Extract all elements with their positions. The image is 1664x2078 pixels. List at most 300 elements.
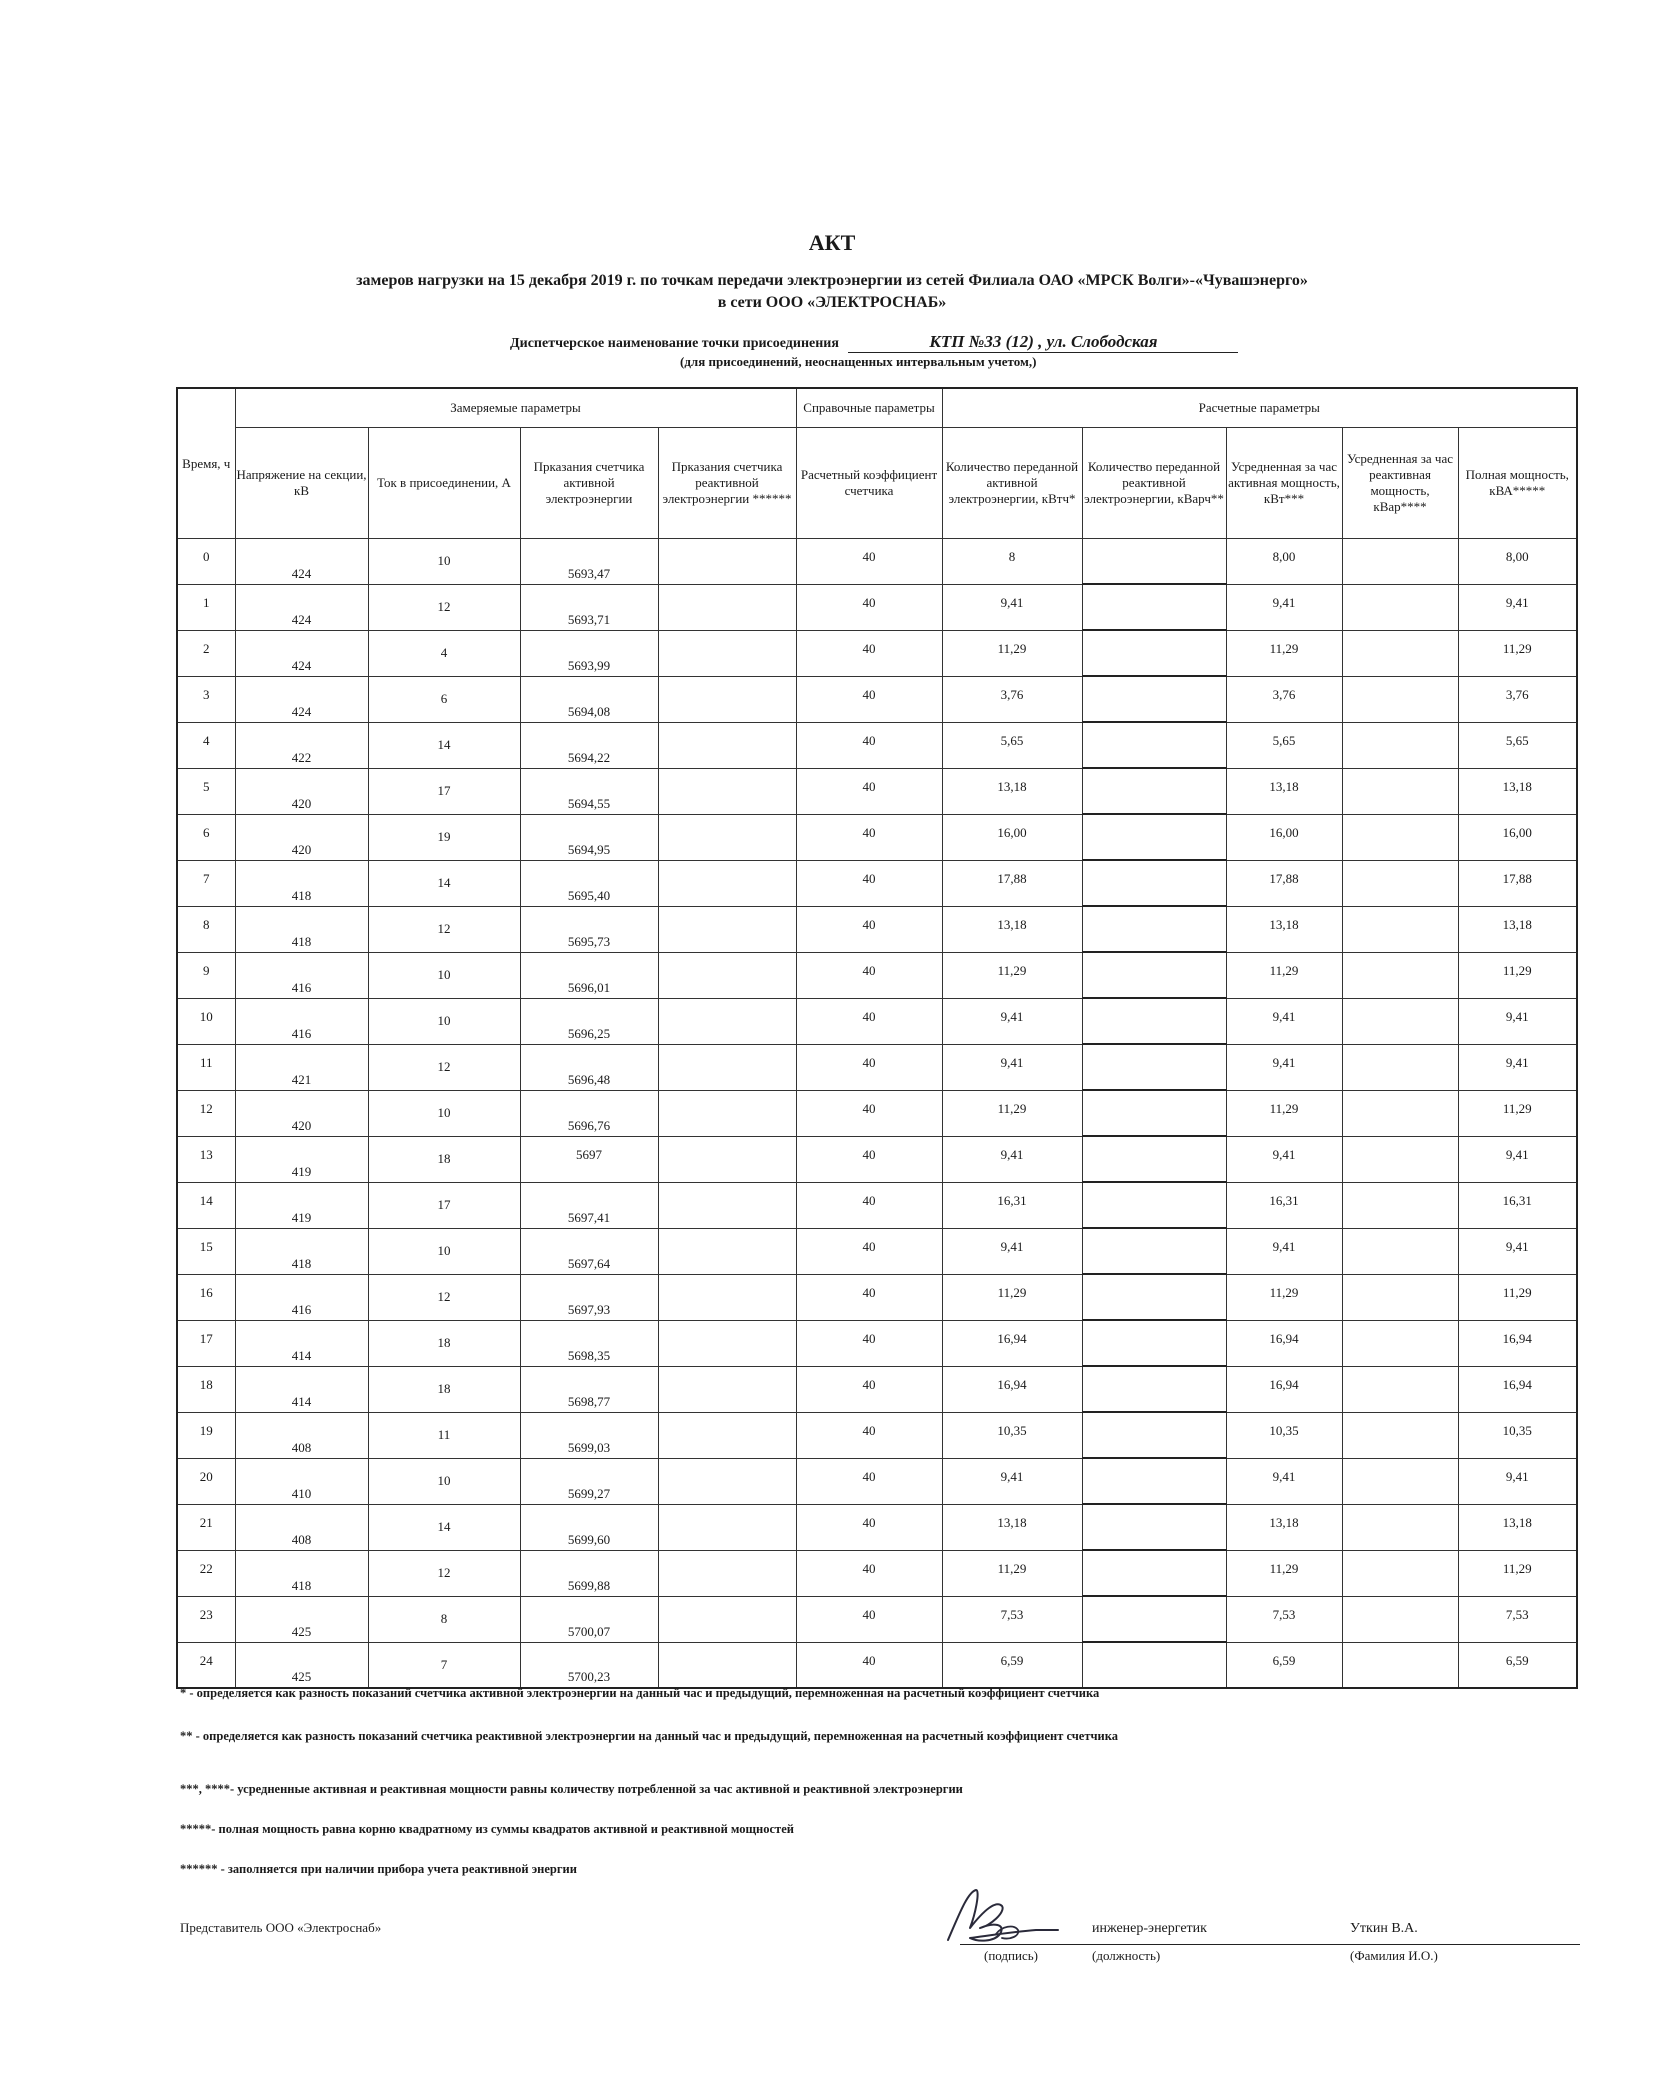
table-row bbox=[177, 1642, 1577, 1688]
cell-coefficient-value: 40 bbox=[862, 1146, 876, 1162]
table-row bbox=[177, 952, 1577, 998]
cell-hour-value: 23 bbox=[199, 1606, 213, 1622]
caption-sign: (подпись) bbox=[984, 1948, 1038, 1963]
cell-coefficient-value: 40 bbox=[862, 640, 876, 656]
cell-reactive-energy bbox=[1082, 722, 1226, 768]
cell-avg-reactive bbox=[1342, 1182, 1458, 1228]
cell-avg-active bbox=[1226, 584, 1342, 630]
cell-reactive-energy bbox=[1082, 630, 1226, 676]
cell-coefficient-value: 40 bbox=[862, 1192, 876, 1208]
cell-avg-active-value: 9,41 bbox=[1272, 1146, 1296, 1162]
cell-hour bbox=[177, 630, 235, 676]
table-row bbox=[177, 539, 1577, 585]
footnote-2: ** - определяется как разность показаний счетчика реактивной электроэнергии на данный час и предыдущий, перемноженная на расчетный коэффициент счетчика bbox=[180, 1729, 1119, 1743]
cell-active-energy bbox=[942, 630, 1082, 676]
cell-avg-active bbox=[1226, 1366, 1342, 1412]
cell-current bbox=[368, 539, 520, 585]
cell-coefficient-value: 40 bbox=[862, 1468, 876, 1484]
cell-avg-active-value: 9,41 bbox=[1272, 1468, 1296, 1484]
cell-full-power-value: 9,41 bbox=[1505, 1008, 1529, 1024]
cell-avg-active bbox=[1226, 1550, 1342, 1596]
cell-active-meter bbox=[520, 1044, 658, 1090]
cell-voltage-value: 416 bbox=[291, 1025, 312, 1041]
cell-current-value: 8 bbox=[440, 1610, 448, 1626]
table-row bbox=[177, 1504, 1577, 1550]
cell-current bbox=[368, 1320, 520, 1366]
cell-active-energy bbox=[942, 1596, 1082, 1642]
cell-reactive-meter bbox=[658, 998, 796, 1044]
cell-active-meter bbox=[520, 722, 658, 768]
cell-coefficient bbox=[796, 1320, 942, 1366]
document-subtitle bbox=[0, 270, 1664, 314]
subtitle-line-1: замеров нагрузки на 15 декабря 2019 г. по точкам передачи электроэнергии из сетей Филиала ОАО «МРСК Волги»-«Чувашэнерго» bbox=[356, 272, 1308, 289]
cell-avg-active bbox=[1226, 998, 1342, 1044]
cell-active-meter bbox=[520, 1596, 658, 1642]
cell-active-energy-value: 16,94 bbox=[997, 1330, 1027, 1346]
table-row bbox=[177, 630, 1577, 676]
cell-active-energy bbox=[942, 860, 1082, 906]
cell-voltage-value: 420 bbox=[291, 795, 312, 811]
cell-current bbox=[368, 676, 520, 722]
cell-active-meter-value: 5697,93 bbox=[567, 1301, 611, 1317]
caption-name: (Фамилия И.О.) bbox=[1350, 1948, 1438, 1963]
cell-voltage-value: 424 bbox=[291, 657, 312, 673]
dispatch-label: Диспетчерское наименование точки присоединения bbox=[510, 336, 839, 351]
cell-full-power-value: 11,29 bbox=[1502, 1560, 1532, 1576]
cell-avg-reactive bbox=[1342, 814, 1458, 860]
cell-current-value: 10 bbox=[437, 553, 451, 568]
cell-current-value: 12 bbox=[437, 1058, 451, 1074]
col-current: Ток в присоединении, А bbox=[368, 428, 520, 539]
cell-active-meter bbox=[520, 1550, 658, 1596]
cell-full-power-value: 11,29 bbox=[1502, 1100, 1532, 1116]
cell-avg-active-value: 11,29 bbox=[1269, 1284, 1299, 1300]
cell-full-power bbox=[1458, 539, 1577, 585]
cell-avg-active bbox=[1226, 1320, 1342, 1366]
cell-active-energy-value: 11,29 bbox=[997, 1100, 1027, 1116]
cell-active-meter bbox=[520, 814, 658, 860]
cell-full-power bbox=[1458, 1504, 1577, 1550]
cell-avg-reactive bbox=[1342, 1136, 1458, 1182]
cell-avg-reactive bbox=[1342, 1642, 1458, 1688]
cell-active-meter-value: 5694,08 bbox=[567, 703, 611, 719]
cell-avg-active bbox=[1226, 1044, 1342, 1090]
cell-hour bbox=[177, 814, 235, 860]
cell-voltage-value: 418 bbox=[291, 1255, 312, 1271]
cell-full-power-value: 9,41 bbox=[1505, 1238, 1529, 1254]
cell-active-meter-value: 5699,27 bbox=[567, 1485, 611, 1501]
cell-avg-reactive bbox=[1342, 1320, 1458, 1366]
table-row bbox=[177, 1090, 1577, 1136]
cell-full-power bbox=[1458, 1458, 1577, 1504]
cell-reactive-meter bbox=[658, 1458, 796, 1504]
cell-active-energy bbox=[942, 1274, 1082, 1320]
cell-avg-active bbox=[1226, 860, 1342, 906]
cell-coefficient-value: 40 bbox=[862, 824, 876, 840]
cell-active-energy-value: 9,41 bbox=[1000, 1008, 1024, 1024]
cell-reactive-meter bbox=[658, 1182, 796, 1228]
col-reactive-energy: Количество переданной реактивной электроэнергии, кВарч** bbox=[1082, 428, 1226, 539]
cell-voltage bbox=[235, 584, 368, 630]
cell-coefficient bbox=[796, 1044, 942, 1090]
cell-hour bbox=[177, 768, 235, 814]
cell-reactive-meter bbox=[658, 539, 796, 585]
cell-full-power-value: 9,41 bbox=[1505, 594, 1529, 610]
cell-active-energy-value: 11,29 bbox=[997, 962, 1027, 978]
cell-hour bbox=[177, 1090, 235, 1136]
cell-coefficient bbox=[796, 1274, 942, 1320]
cell-voltage bbox=[235, 1504, 368, 1550]
cell-voltage-value: 418 bbox=[291, 933, 312, 949]
cell-avg-active-value: 17,88 bbox=[1269, 870, 1299, 886]
cell-active-energy bbox=[942, 1550, 1082, 1596]
cell-hour bbox=[177, 1228, 235, 1274]
cell-voltage-value: 424 bbox=[291, 611, 312, 627]
cell-current-value: 10 bbox=[437, 1104, 451, 1120]
cell-avg-active bbox=[1226, 676, 1342, 722]
cell-active-meter bbox=[520, 584, 658, 630]
cell-current-value: 17 bbox=[437, 1196, 451, 1212]
cell-reactive-energy bbox=[1082, 1642, 1226, 1688]
subtitle-line-2: в сети ООО «ЭЛЕКТРОСНАБ» bbox=[717, 294, 947, 311]
cell-full-power bbox=[1458, 1044, 1577, 1090]
cell-hour-value: 14 bbox=[199, 1192, 213, 1208]
cell-voltage bbox=[235, 860, 368, 906]
cell-active-meter bbox=[520, 998, 658, 1044]
cell-coefficient bbox=[796, 1642, 942, 1688]
cell-hour bbox=[177, 584, 235, 630]
cell-active-meter bbox=[520, 630, 658, 676]
cell-avg-reactive bbox=[1342, 1504, 1458, 1550]
cell-active-energy bbox=[942, 584, 1082, 630]
cell-hour-value: 8 bbox=[203, 916, 210, 932]
cell-coefficient-value: 40 bbox=[862, 778, 876, 794]
cell-active-meter-value: 5699,03 bbox=[567, 1439, 611, 1455]
cell-avg-active-value: 16,00 bbox=[1269, 824, 1299, 840]
cell-current bbox=[368, 1274, 520, 1320]
table-row bbox=[177, 1136, 1577, 1182]
cell-voltage bbox=[235, 1642, 368, 1688]
cell-active-meter-value: 5696,01 bbox=[567, 979, 611, 995]
cell-hour bbox=[177, 998, 235, 1044]
cell-active-energy-value: 16,31 bbox=[997, 1192, 1027, 1208]
cell-hour-value: 7 bbox=[203, 870, 210, 886]
cell-active-meter-value: 5695,40 bbox=[567, 887, 611, 903]
cell-avg-reactive bbox=[1342, 584, 1458, 630]
cell-avg-reactive bbox=[1342, 630, 1458, 676]
cell-active-meter bbox=[520, 676, 658, 722]
cell-current bbox=[368, 1596, 520, 1642]
cell-full-power bbox=[1458, 814, 1577, 860]
cell-voltage-value: 419 bbox=[291, 1209, 312, 1225]
cell-avg-active bbox=[1226, 1090, 1342, 1136]
table-row bbox=[177, 768, 1577, 814]
cell-active-meter bbox=[520, 1228, 658, 1274]
cell-active-meter bbox=[520, 1412, 658, 1458]
cell-hour-value: 12 bbox=[199, 1100, 213, 1116]
cell-coefficient-value: 40 bbox=[862, 594, 876, 610]
cell-active-energy-value: 8 bbox=[1008, 549, 1016, 564]
cell-reactive-meter bbox=[658, 722, 796, 768]
cell-coefficient bbox=[796, 676, 942, 722]
cell-active-energy-value: 16,94 bbox=[997, 1376, 1027, 1392]
cell-full-power bbox=[1458, 1090, 1577, 1136]
cell-avg-active-value: 11,29 bbox=[1269, 1560, 1299, 1576]
cell-avg-reactive bbox=[1342, 1044, 1458, 1090]
cell-active-meter bbox=[520, 1642, 658, 1688]
cell-active-meter-value: 5696,76 bbox=[567, 1117, 611, 1133]
cell-avg-active-value: 3,76 bbox=[1272, 686, 1296, 702]
cell-avg-active-value: 7,53 bbox=[1272, 1606, 1296, 1622]
cell-avg-active bbox=[1226, 814, 1342, 860]
cell-reactive-energy bbox=[1082, 1274, 1226, 1320]
cell-active-energy bbox=[942, 906, 1082, 952]
cell-coefficient-value: 40 bbox=[862, 1284, 876, 1300]
cell-coefficient bbox=[796, 584, 942, 630]
cell-active-energy bbox=[942, 1366, 1082, 1412]
cell-reactive-energy bbox=[1082, 1596, 1226, 1642]
cell-avg-active bbox=[1226, 1228, 1342, 1274]
cell-active-energy-value: 13,18 bbox=[997, 916, 1027, 932]
handwritten-signature bbox=[940, 1882, 1060, 1952]
cell-avg-active-value: 5,65 bbox=[1272, 732, 1296, 748]
cell-active-meter-value: 5694,22 bbox=[567, 749, 611, 765]
cell-avg-active bbox=[1226, 1274, 1342, 1320]
cell-avg-reactive bbox=[1342, 1550, 1458, 1596]
cell-voltage bbox=[235, 630, 368, 676]
cell-voltage bbox=[235, 814, 368, 860]
cell-avg-active bbox=[1226, 906, 1342, 952]
cell-coefficient bbox=[796, 1090, 942, 1136]
cell-avg-reactive bbox=[1342, 1412, 1458, 1458]
cell-full-power-value: 11,29 bbox=[1502, 1284, 1532, 1300]
cell-active-meter bbox=[520, 1320, 658, 1366]
cell-reactive-meter bbox=[658, 1136, 796, 1182]
cell-reactive-meter bbox=[658, 906, 796, 952]
cell-active-meter-value: 5693,47 bbox=[567, 565, 611, 581]
col-time: Время, ч bbox=[177, 388, 235, 539]
signature-line bbox=[960, 1944, 1580, 1945]
cell-current bbox=[368, 860, 520, 906]
cell-active-meter-value: 5698,77 bbox=[567, 1393, 611, 1409]
cell-voltage bbox=[235, 1596, 368, 1642]
cell-avg-active-value: 11,29 bbox=[1269, 1100, 1299, 1116]
cell-reactive-energy bbox=[1082, 998, 1226, 1044]
cell-active-energy-value: 5,65 bbox=[1000, 732, 1024, 748]
cell-hour bbox=[177, 1274, 235, 1320]
cell-hour-value: 1 bbox=[203, 594, 210, 610]
cell-active-meter-value: 5694,95 bbox=[567, 841, 611, 857]
cell-active-energy bbox=[942, 998, 1082, 1044]
cell-reactive-meter bbox=[658, 1320, 796, 1366]
cell-hour-value: 19 bbox=[199, 1422, 213, 1438]
cell-hour-value: 10 bbox=[199, 1008, 213, 1024]
cell-hour bbox=[177, 1044, 235, 1090]
cell-current-value: 7 bbox=[440, 1656, 448, 1672]
cell-full-power-value: 16,31 bbox=[1502, 1192, 1532, 1208]
cell-hour-value: 6 bbox=[203, 824, 210, 840]
cell-reactive-meter bbox=[658, 1366, 796, 1412]
cell-coefficient bbox=[796, 539, 942, 585]
cell-current-value: 12 bbox=[437, 1564, 451, 1580]
dispatch-note: (для присоединений, неоснащенных интервальным учетом,) bbox=[680, 354, 1037, 369]
cell-active-meter bbox=[520, 952, 658, 998]
cell-avg-active bbox=[1226, 1504, 1342, 1550]
col-active-meter: Прказания счетчика активной электроэнергии bbox=[520, 428, 658, 539]
cell-reactive-energy bbox=[1082, 1228, 1226, 1274]
cell-current bbox=[368, 1642, 520, 1688]
dispatch-point bbox=[510, 332, 1238, 353]
cell-active-meter-value: 5693,71 bbox=[567, 611, 611, 627]
cell-reactive-energy bbox=[1082, 1090, 1226, 1136]
table-row bbox=[177, 722, 1577, 768]
cell-active-meter-value: 5698,35 bbox=[567, 1347, 611, 1363]
cell-full-power-value: 6,59 bbox=[1505, 1652, 1529, 1668]
cell-reactive-energy bbox=[1082, 906, 1226, 952]
cell-full-power bbox=[1458, 952, 1577, 998]
cell-coefficient-value: 40 bbox=[862, 1376, 876, 1392]
cell-reactive-meter bbox=[658, 1044, 796, 1090]
cell-full-power bbox=[1458, 630, 1577, 676]
cell-active-meter-value: 5693,99 bbox=[567, 657, 611, 673]
cell-coefficient bbox=[796, 1366, 942, 1412]
cell-coefficient bbox=[796, 1504, 942, 1550]
cell-voltage bbox=[235, 1228, 368, 1274]
cell-full-power-value: 9,41 bbox=[1505, 1146, 1529, 1162]
cell-current-value: 18 bbox=[437, 1334, 451, 1350]
cell-full-power-value: 7,53 bbox=[1505, 1606, 1529, 1622]
cell-voltage bbox=[235, 722, 368, 768]
cell-avg-active bbox=[1226, 722, 1342, 768]
cell-full-power-value: 5,65 bbox=[1505, 732, 1529, 748]
cell-coefficient bbox=[796, 906, 942, 952]
cell-avg-active-value: 16,94 bbox=[1269, 1376, 1299, 1392]
cell-active-energy-value: 16,00 bbox=[997, 824, 1027, 840]
cell-coefficient bbox=[796, 814, 942, 860]
cell-voltage-value: 414 bbox=[291, 1393, 312, 1409]
cell-current bbox=[368, 1458, 520, 1504]
cell-active-meter bbox=[520, 1182, 658, 1228]
footnote-5: ****** - заполняется при наличии прибора учета реактивной энергии bbox=[180, 1862, 577, 1876]
cell-active-meter bbox=[520, 768, 658, 814]
cell-avg-active-value: 9,41 bbox=[1272, 1054, 1296, 1070]
cell-active-energy-value: 11,29 bbox=[997, 640, 1027, 656]
cell-avg-active bbox=[1226, 539, 1342, 585]
cell-avg-reactive bbox=[1342, 906, 1458, 952]
cell-avg-reactive bbox=[1342, 676, 1458, 722]
table-row bbox=[177, 1320, 1577, 1366]
cell-voltage-value: 418 bbox=[291, 887, 312, 903]
cell-current bbox=[368, 998, 520, 1044]
cell-voltage bbox=[235, 1182, 368, 1228]
cell-hour bbox=[177, 676, 235, 722]
cell-active-meter bbox=[520, 906, 658, 952]
cell-coefficient bbox=[796, 1596, 942, 1642]
cell-current-value: 18 bbox=[437, 1150, 451, 1166]
cell-avg-active bbox=[1226, 1596, 1342, 1642]
cell-full-power-value: 17,88 bbox=[1502, 870, 1532, 886]
footnote-3: ***, ****- усредненные активная и реактивная мощности равны количеству потребленной за час активной и реактивной электроэнергии bbox=[180, 1782, 963, 1796]
cell-current-value: 10 bbox=[437, 1012, 451, 1028]
cell-voltage bbox=[235, 1550, 368, 1596]
cell-avg-active bbox=[1226, 768, 1342, 814]
footnote-4: *****- полная мощность равна корню квадратному из суммы квадратов активной и реактивной мощностей bbox=[180, 1822, 794, 1836]
cell-full-power-value: 11,29 bbox=[1502, 640, 1532, 656]
cell-reactive-energy bbox=[1082, 1458, 1226, 1504]
cell-hour-value: 15 bbox=[199, 1238, 213, 1254]
cell-coefficient bbox=[796, 998, 942, 1044]
group-calculated: Расчетные параметры bbox=[942, 388, 1577, 428]
cell-full-power bbox=[1458, 860, 1577, 906]
cell-hour-value: 4 bbox=[203, 732, 210, 748]
cell-reactive-energy bbox=[1082, 952, 1226, 998]
cell-hour-value: 13 bbox=[199, 1146, 213, 1162]
cell-active-energy bbox=[942, 676, 1082, 722]
cell-avg-reactive bbox=[1342, 1596, 1458, 1642]
cell-hour bbox=[177, 1642, 235, 1688]
cell-current-value: 14 bbox=[437, 736, 451, 752]
cell-active-energy bbox=[942, 1458, 1082, 1504]
signatory-name: Уткин В.А. bbox=[1350, 1921, 1418, 1936]
cell-reactive-meter bbox=[658, 1642, 796, 1688]
cell-active-energy bbox=[942, 1090, 1082, 1136]
cell-full-power bbox=[1458, 1550, 1577, 1596]
cell-coefficient-value: 40 bbox=[862, 549, 876, 564]
cell-voltage bbox=[235, 768, 368, 814]
cell-active-meter-value: 5697 bbox=[576, 1146, 602, 1162]
cell-full-power bbox=[1458, 1320, 1577, 1366]
cell-coefficient bbox=[796, 1412, 942, 1458]
cell-full-power-value: 9,41 bbox=[1505, 1054, 1529, 1070]
cell-voltage bbox=[235, 1136, 368, 1182]
cell-current-value: 10 bbox=[437, 966, 451, 982]
cell-current bbox=[368, 1412, 520, 1458]
cell-hour-value: 21 bbox=[199, 1514, 213, 1530]
cell-current bbox=[368, 630, 520, 676]
cell-full-power-value: 16,94 bbox=[1502, 1330, 1532, 1346]
cell-hour-value: 17 bbox=[199, 1330, 213, 1346]
cell-avg-reactive bbox=[1342, 1228, 1458, 1274]
cell-active-energy bbox=[942, 1320, 1082, 1366]
cell-voltage bbox=[235, 676, 368, 722]
table-row bbox=[177, 1550, 1577, 1596]
cell-hour bbox=[177, 860, 235, 906]
table-row bbox=[177, 1412, 1577, 1458]
cell-hour-value: 16 bbox=[199, 1284, 213, 1300]
cell-active-meter bbox=[520, 1090, 658, 1136]
cell-coefficient-value: 40 bbox=[862, 732, 876, 748]
cell-full-power bbox=[1458, 1274, 1577, 1320]
table-row bbox=[177, 1044, 1577, 1090]
cell-avg-active bbox=[1226, 1136, 1342, 1182]
cell-coefficient-value: 40 bbox=[862, 962, 876, 978]
cell-full-power-value: 13,18 bbox=[1502, 916, 1532, 932]
cell-hour bbox=[177, 1320, 235, 1366]
cell-avg-active bbox=[1226, 1458, 1342, 1504]
cell-reactive-energy bbox=[1082, 768, 1226, 814]
cell-hour-value: 3 bbox=[203, 686, 210, 702]
cell-active-meter-value: 5694,55 bbox=[567, 795, 611, 811]
cell-current-value: 18 bbox=[437, 1380, 451, 1396]
col-full-power: Полная мощность, кВА***** bbox=[1458, 428, 1577, 539]
cell-active-energy-value: 9,41 bbox=[1000, 1468, 1024, 1484]
cell-reactive-meter bbox=[658, 1090, 796, 1136]
cell-avg-active-value: 16,31 bbox=[1269, 1192, 1299, 1208]
cell-avg-active-value: 13,18 bbox=[1269, 916, 1299, 932]
cell-coefficient bbox=[796, 768, 942, 814]
cell-active-meter bbox=[520, 1458, 658, 1504]
cell-hour-value: 20 bbox=[199, 1468, 213, 1484]
